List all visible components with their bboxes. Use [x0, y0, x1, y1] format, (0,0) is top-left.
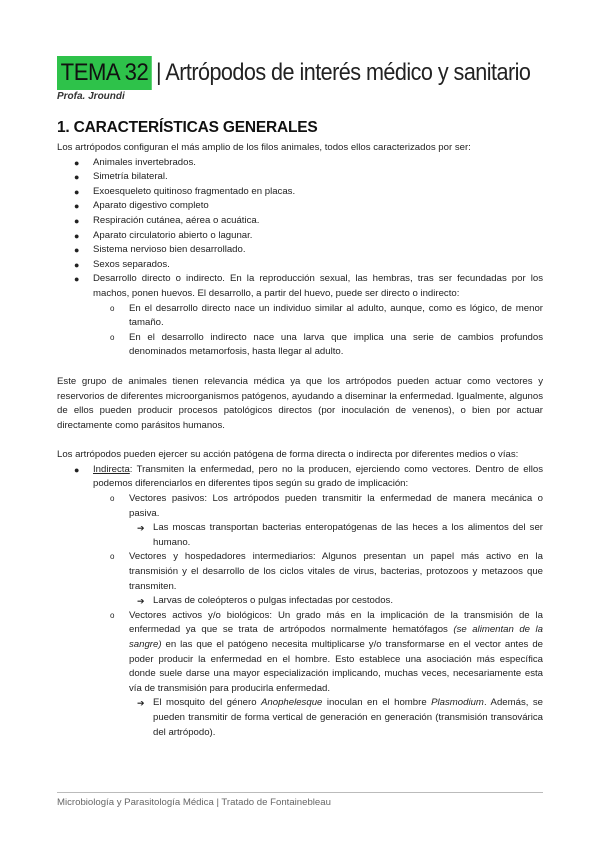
section-heading: 1. CARACTERÍSTICAS GENERALES	[57, 119, 318, 136]
author: Profa. Jroundi	[57, 91, 125, 102]
title-row	[57, 55, 543, 91]
footer: Microbiología y Parasitología Médica | Tratado de Fontainebleau	[57, 797, 331, 808]
list-item: o En el desarrollo directo nace un individuo similar al adulto, aunque, como es lógico, de menor tamaño.	[110, 302, 543, 329]
list-item: ● Aparato circulatorio abierto o lagunar.	[74, 229, 253, 241]
page-title: | Artrópodos de interés médico y sanitario	[156, 59, 531, 86]
development-list	[93, 302, 543, 360]
list-item: ● Aparato digestivo completo	[74, 200, 209, 212]
vector-types-list	[93, 492, 543, 740]
list-item: ● Animales invertebrados.	[74, 156, 196, 168]
characteristics-list	[57, 156, 543, 360]
relevance-paragraph: Este grupo de animales tienen relevancia médica ya que los artrópodos pueden actuar como vectores y reservorios de diferentes microorganismos patógenos, ayudando a diseminar la enfermedad. Igualmente, algunos de ellos pueden producir procesos patológicos directos (por inoculación de venenos), o bien por actuar directamente como parásitos humanos.	[57, 375, 543, 431]
list-item: ● Sistema nervioso bien desarrollado.	[74, 244, 246, 256]
list-item: o En el desarrollo indirecto nace una larva que implica una serie de cambios profundos denominados metamorfosis, hasta llegar al adulto.	[110, 331, 543, 358]
tema-badge: TEMA 32	[57, 56, 152, 90]
pathways-list	[57, 463, 543, 740]
list-item: o Vectores pasivos: Los artrópodos pueden transmitir la enfermedad de manera mecánica o pasiva. ➔ Las moscas transportan bacterias enteropatógenas de las heces a los alimentos del ser humano.	[93, 492, 543, 550]
intro-paragraph: Los artrópodos configuran el más amplio de los filos animales, todos ellos caracterizados por ser:	[57, 142, 471, 153]
document-page	[57, 55, 543, 740]
indirect-label: Indirecta	[93, 463, 130, 475]
pathogenic-paragraph: Los artrópodos pueden ejercer su acción patógena de forma directa o indirecta por diferentes medios o vías:	[57, 449, 519, 461]
list-item: ● Indirecta: Transmiten la enfermedad, pero no la producen, ejerciendo como vectores. Dentro de ellos podemos diferenciarlos en diferentes tipos según su grado de implicación: o Vectores pasivos: Los artrópodos pueden transmitir la enfermedad de manera mecánica o pasiva. ➔ Las moscas transportan bacterias enteropatógenas de las heces a los alimentos del ser humano. o Vectores y hospedadores intermediarios: Algunos presentan un papel más activo en la transmisión y el desarrollo de los ciclos vitales de virus, bacterias, protozoos y metazoos que transmiten. ➔ Larvas de coleópteros o pulgas infectadas por cestodos. o Vectores activos y/o biológicos: Un grado más en la implicación de la transmisión de la enfermedad ya que se trata de artrópodos normalmente hematófagos (se alimentan de la sangre) en las que el patógeno necesita multiplicarse y/o transformarse en el vector antes de poder producir la enfermedad en el hombre. Esto establece una asociación más específica donde suele darse una mayor especialización implicando, muchas veces, necesariamente esta vía de transmisión para producirla enfermedad. ➔ El mosquito del género Anophelesque inoculan en el hombre Plasmodium. Además, se pueden transmitir de forma vertical de generación en generación (transmisión transovárica del artrópodo).	[57, 463, 543, 740]
list-item: ● Exoesqueleto quitinoso fragmentado en placas.	[74, 185, 296, 197]
list-item: o Vectores y hospedadores intermediarios: Algunos presentan un papel más activo en la transmisión y el desarrollo de los ciclos vitales de virus, bacterias, protozoos y metazoos que transmiten. ➔ Larvas de coleópteros o pulgas infectadas por cestodos.	[93, 550, 543, 608]
list-item: ● Simetría bilateral.	[74, 171, 168, 183]
example-item: ➔ Larvas de coleópteros o pulgas infectadas por cestodos.	[137, 595, 393, 607]
list-item: ● Respiración cutánea, aérea o acuática.	[74, 214, 260, 226]
footer-divider	[57, 792, 543, 793]
example-item: ➔ Las moscas transportan bacterias enteropatógenas de las heces a los alimentos del ser humano.	[137, 522, 543, 548]
list-item: ● Desarrollo directo o indirecto. En la reproducción sexual, las hembras, tras ser fecundadas por los machos, ponen huevos. El desarrollo, a partir del huevo, puede ser directo o indirecto: o En el desarrollo directo nace un individuo similar al adulto, aunque, como es lógico, de menor tamaño. o En el desarrollo indirecto nace una larva que implica una serie de cambios profundos denominados metamorfosis, hasta llegar al adulto.	[57, 272, 543, 360]
list-item: ● Sexos separados.	[74, 258, 170, 270]
example-item: ➔ El mosquito del género Anophelesque inoculan en el hombre Plasmodium. Además, se pueden transmitir de forma vertical de generación en generación (transmisión transovárica del artrópodo).	[137, 697, 544, 738]
list-item: o Vectores activos y/o biológicos: Un grado más en la implicación de la transmisión de la enfermedad ya que se trata de artrópodos normalmente hematófagos (se alimentan de la sangre) en las que el patógeno necesita multiplicarse y/o transformarse en el vector antes de poder producir la enfermedad en el hombre. Esto establece una asociación más específica donde suele darse una mayor especialización implicando, muchas veces, necesariamente esta vía de transmisión para producirla enfermedad. ➔ El mosquito del género Anophelesque inoculan en el hombre Plasmodium. Además, se pueden transmitir de forma vertical de generación en generación (transmisión transovárica del artrópodo).	[93, 609, 543, 740]
